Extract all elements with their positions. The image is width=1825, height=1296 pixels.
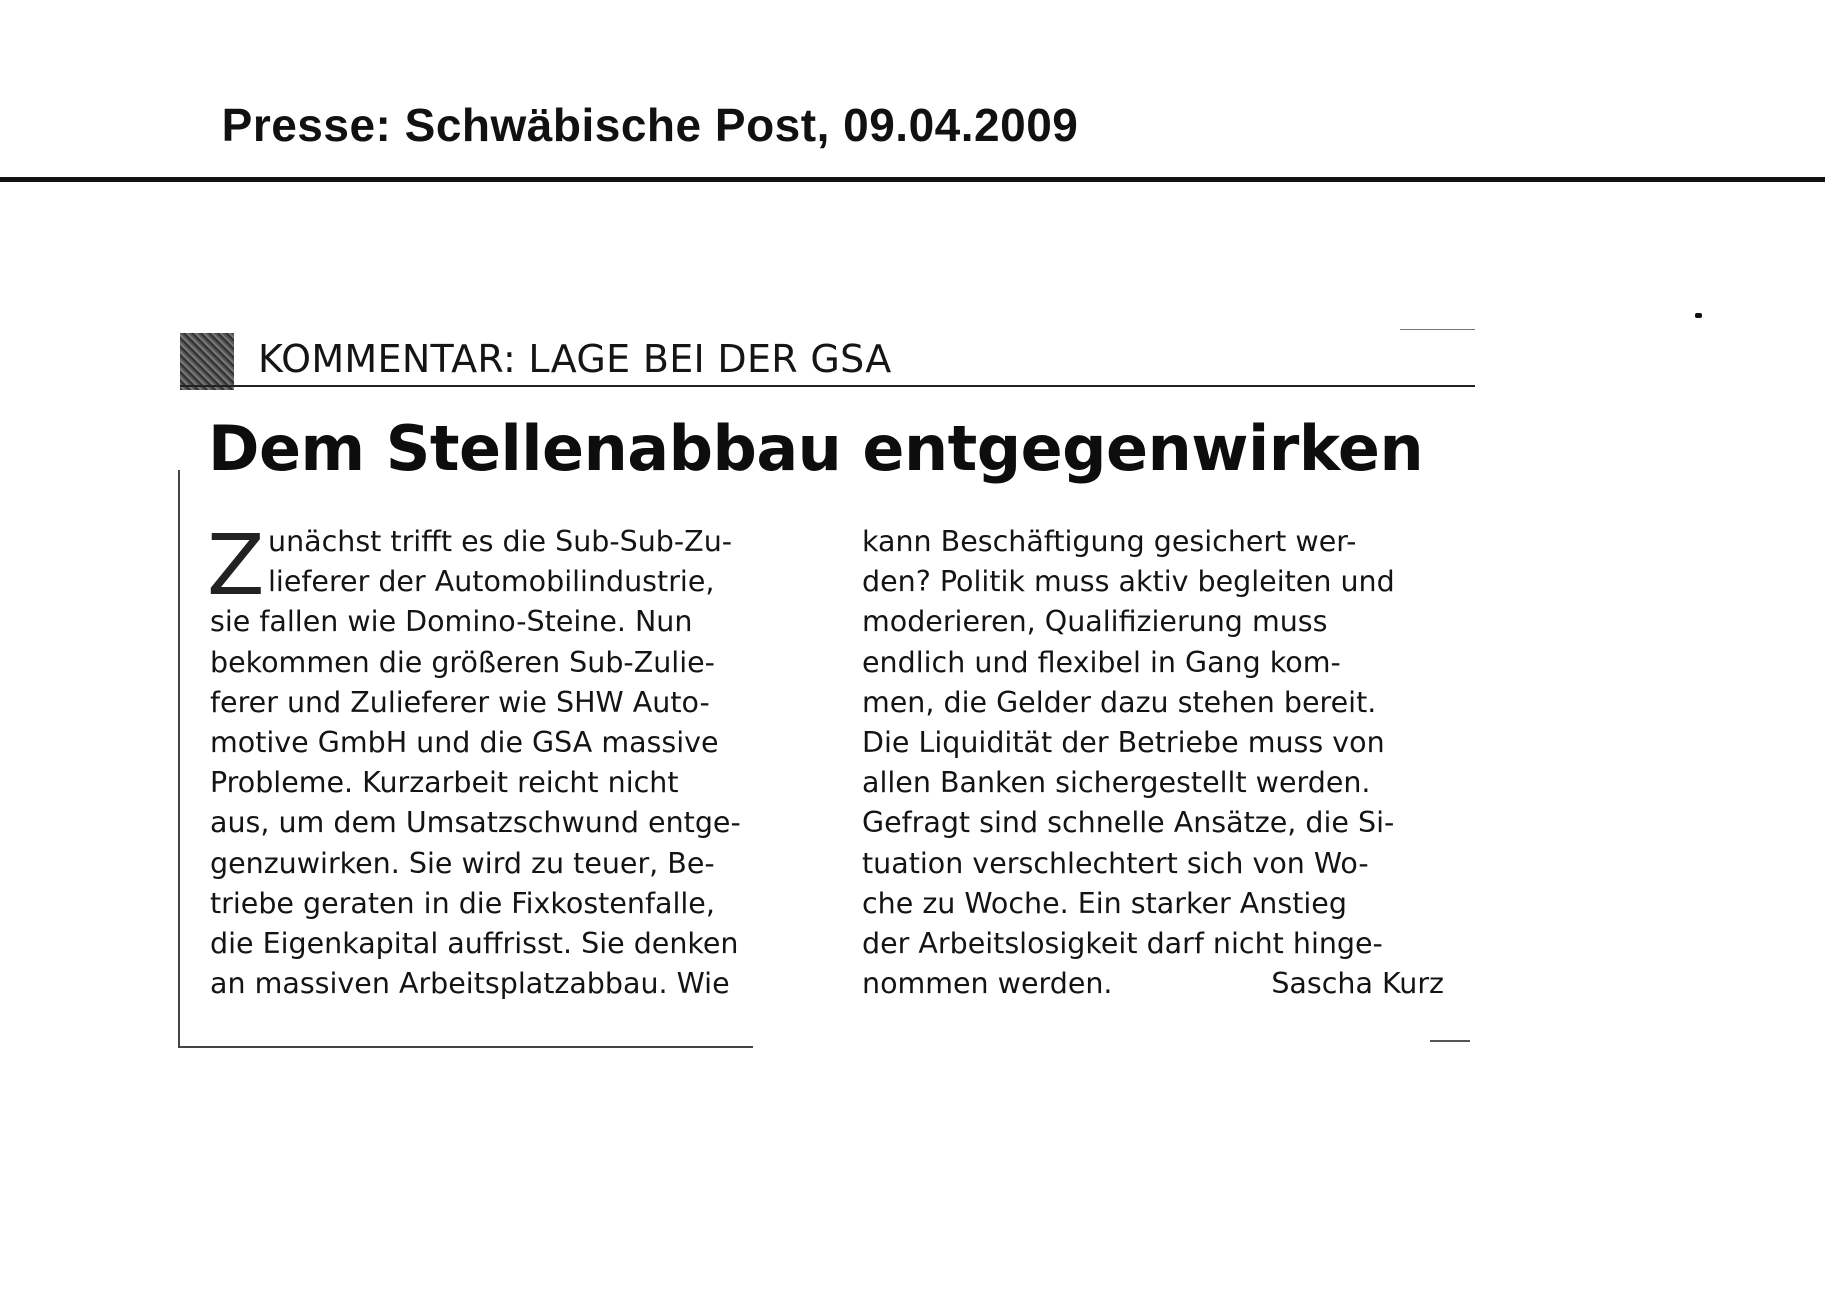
article-text: tuation verschlechtert sich von Wo- <box>862 846 1369 880</box>
article-text: genzuwirken. Sie wird zu teuer, Be- <box>210 846 715 880</box>
article-text: Gefragt sind schnelle Ansätze, die Si- <box>862 806 1395 840</box>
article-line <box>210 884 792 924</box>
article-line <box>210 924 792 964</box>
article-line <box>862 803 1444 843</box>
article-text: allen Banken sichergestellt werden. <box>862 766 1371 800</box>
article-line <box>210 844 792 884</box>
article-author: Sascha Kurz <box>1271 967 1444 1001</box>
article-line <box>210 522 792 562</box>
article-text: triebe geraten in die Fixkostenfalle, <box>210 886 715 920</box>
clipping-left-edge <box>178 470 180 1048</box>
article-headline: Dem Stellenabbau entgegenwirken <box>208 412 1424 485</box>
article-text: men, die Gelder dazu stehen bereit. <box>862 685 1377 719</box>
article-text: die Eigenkapital auffrisst. Sie denken <box>210 926 739 960</box>
article-text: motive GmbH und die GSA massive <box>210 725 719 759</box>
article-line <box>862 602 1444 642</box>
article-text: unächst trifft es die Sub-Sub-Zu- <box>268 525 733 558</box>
article-column-right <box>862 522 1444 1004</box>
article-line <box>862 723 1444 763</box>
article-line <box>210 723 792 763</box>
kicker-rule <box>180 385 1475 387</box>
article-text: den? Politik muss aktiv begleiten und <box>862 565 1395 599</box>
article-text: sie fallen wie Domino-Steine. Nun <box>210 605 693 639</box>
article-line <box>862 924 1444 964</box>
kicker-marker <box>180 333 234 390</box>
clipping-top-edge <box>1400 329 1475 330</box>
article-line <box>210 683 792 723</box>
article-text: aus, um dem Umsatzschwund entge- <box>210 806 741 840</box>
article-line <box>862 964 1444 1004</box>
article-line <box>862 643 1444 683</box>
article-line <box>210 643 792 683</box>
article-line <box>862 884 1444 924</box>
header-divider <box>0 177 1825 182</box>
article-line <box>210 964 792 1004</box>
article-text: Probleme. Kurzarbeit reicht nicht <box>210 766 679 800</box>
article-line <box>862 763 1444 803</box>
article-text: che zu Woche. Ein starker Anstieg <box>862 886 1347 920</box>
article-text: ferer und Zulieferer wie SHW Auto- <box>210 685 710 719</box>
article-text: nommen werden. <box>862 967 1113 1001</box>
clipping-bottom-edge <box>178 1046 753 1048</box>
article-text: an massiven Arbeitsplatzabbau. Wie <box>210 967 730 1001</box>
article-line <box>862 562 1444 602</box>
article-line <box>210 562 792 602</box>
article-text: der Arbeitslosigkeit darf nicht hinge- <box>862 926 1383 960</box>
article-line <box>862 522 1444 562</box>
article-text: lieferer der Automobilindustrie, <box>268 565 715 599</box>
article-line <box>862 683 1444 723</box>
page-title: Presse: Schwäbische Post, 09.04.2009 <box>221 99 1079 151</box>
article-text: bekommen die größeren Sub-Zulie- <box>210 645 715 679</box>
article-text: Die Liquidität der Betriebe muss von <box>862 725 1385 759</box>
article-line <box>862 844 1444 884</box>
article-column-left <box>210 522 792 1004</box>
article-kicker: KOMMENTAR: LAGE BEI DER GSA <box>258 337 892 381</box>
article-text: endlich und flexibel in Gang kom- <box>862 645 1341 679</box>
scan-speck <box>1695 313 1702 318</box>
article-text: moderieren, Qualifizierung muss <box>862 605 1328 639</box>
article-line <box>210 763 792 803</box>
drop-cap: Z <box>207 516 265 614</box>
article-line <box>210 602 792 642</box>
article-text: kann Beschäftigung gesichert wer- <box>862 525 1357 558</box>
article-line <box>210 803 792 843</box>
clipping-bottom-edge-right <box>1430 1040 1470 1042</box>
